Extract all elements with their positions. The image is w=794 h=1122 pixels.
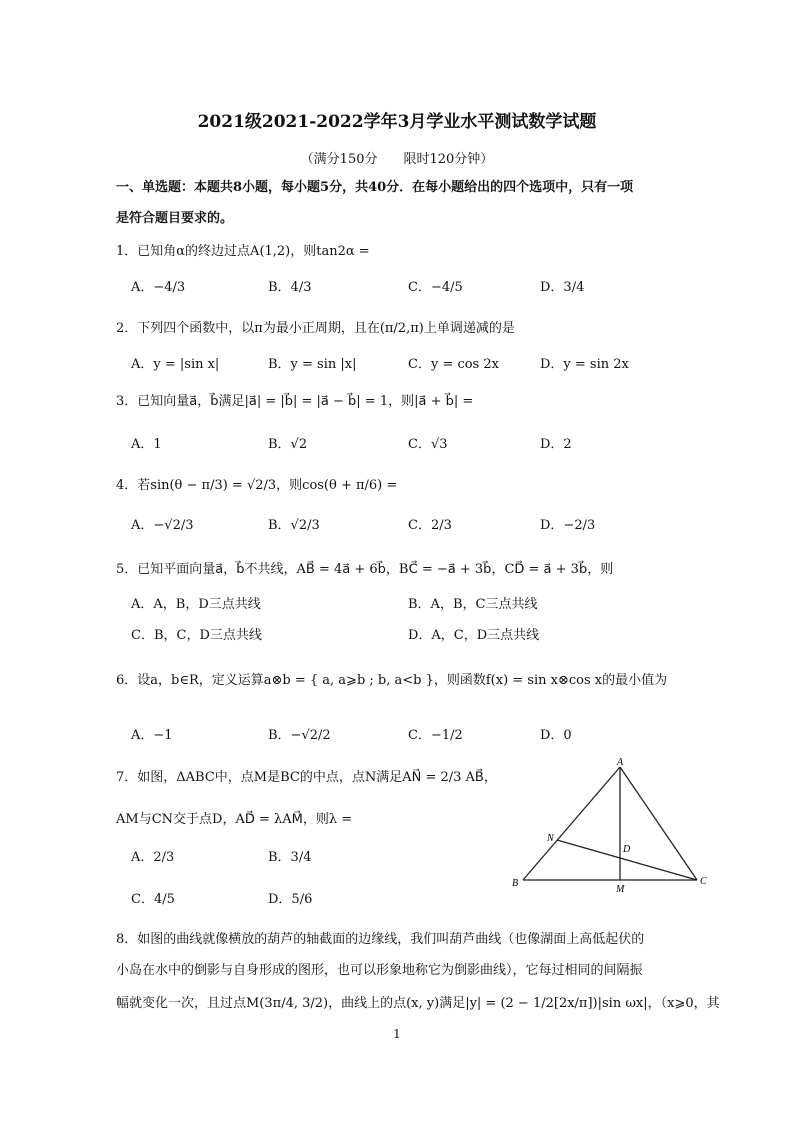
question-8-line-1: 8．如图的曲线就像横放的葫芦的轴截面的边缘线，我们叫葫芦曲线（也像湖面上高低起伏的 (116, 932, 645, 947)
label-n: N (547, 833, 554, 844)
q3-option-a: A．1 (131, 437, 162, 452)
q3-option-d: D．2 (540, 437, 572, 452)
q6-option-b: B．−√2/2 (268, 728, 331, 743)
section-heading: 一、单选题：本题共8小题，每小题5分，共40分．在每小题给出的四个选项中，只有一项 (116, 180, 634, 195)
label-a: A (617, 757, 624, 768)
q4-option-b: B．√2/3 (268, 518, 320, 533)
q1-option-d: D．3/4 (540, 280, 585, 295)
q7-option-b: B．3/4 (268, 850, 312, 865)
question-7-stem-cont: AM与CN交于点D，AD⃗ = λAM⃗，则λ = (116, 812, 353, 827)
question-3-stem: 3．已知向量a⃗，b⃗满足|a⃗| = |b⃗| = |a⃗ − b⃗| = 1，则|a⃗ + b⃗| = (116, 394, 474, 409)
question-5-stem: 5．已知平面向量a⃗，b⃗不共线，AB⃗ = 4a⃗ + 6b⃗，BC⃗ = −a⃗ + 3b⃗，CD⃗ = a⃗ + 3b⃗，则 (116, 562, 614, 577)
q2-option-c: C．y = cos 2x (408, 357, 499, 372)
q5-option-c: C．B，C，D三点共线 (131, 628, 262, 643)
q6-option-c: C．−1/2 (408, 728, 463, 743)
q1-option-b: B．4/3 (268, 280, 312, 295)
question-8-line-3: 幅就变化一次，且过点M(3π/4, 3/2)，曲线上的点(x, y)满足|y| = (2 − 1/2[2x/π])|sin ωx|，（x⩾0，其 (116, 996, 720, 1011)
question-7-stem: 7．如图，ΔABC中，点M是BC的中点，点N满足AN⃗ = 2/3 AB⃗， (116, 770, 497, 785)
q4-option-d: D．−2/3 (540, 518, 596, 533)
q5-option-b: B．A，B，C三点共线 (408, 597, 538, 612)
label-d: D (623, 844, 631, 855)
q2-option-b: B．y = sin |x| (268, 357, 357, 372)
q3-option-c: C．√3 (408, 437, 448, 452)
question-2-stem: 2．下列四个函数中，以π为最小正周期，且在(π/2,π)上单调递减的是 (116, 321, 515, 336)
q3-option-b: B．√2 (268, 437, 308, 452)
side-ac (620, 767, 697, 880)
label-b: B (512, 878, 519, 889)
question-6-stem: 6．设a，b∈R，定义运算a⊗b = { a, a⩾b ; b, a<b }，则函数f(x) = sin x⊗cos x的最小值为 (116, 673, 668, 688)
q7-option-c: C．4/5 (131, 892, 175, 907)
label-m: M (616, 884, 625, 895)
q1-option-a: A．−4/3 (131, 280, 186, 295)
page-title: 2021级2021-2022学年3月学业水平测试数学试题 (197, 112, 597, 132)
q6-option-a: A．−1 (131, 728, 173, 743)
q7-option-a: A．2/3 (131, 850, 175, 865)
q2-option-d: D．y = sin 2x (540, 357, 629, 372)
label-c: C (700, 876, 707, 887)
q4-option-c: C．2/3 (408, 518, 452, 533)
q5-option-d: D．A，C，D三点共线 (408, 628, 540, 643)
question-4-stem: 4．若sin(θ − π/3) = √2/3，则cos(θ + π/6) = (116, 478, 398, 493)
page-number: 1 (393, 1027, 401, 1041)
question-1-stem: 1．已知角α的终边过点A(1,2)，则tan2α = (116, 244, 370, 259)
side-ab (523, 767, 620, 880)
q4-option-a: A．−√2/3 (131, 518, 194, 533)
question-8-line-2: 小岛在水中的倒影与自身形成的图形，也可以形象地称它为倒影曲线），它每过相同的间隔振 (116, 963, 643, 978)
q5-option-a: A．A，B，D三点共线 (131, 597, 261, 612)
q2-option-a: A．y = |sin x| (131, 357, 220, 372)
triangle-figure (505, 756, 720, 896)
q7-option-d: D．5/6 (268, 892, 313, 907)
section-heading-cont: 是符合题目要求的。 (116, 211, 234, 226)
exam-info: （满分150分 限时120分钟） (300, 152, 494, 167)
q6-option-d: D．0 (540, 728, 572, 743)
q1-option-c: C．−4/5 (408, 280, 463, 295)
